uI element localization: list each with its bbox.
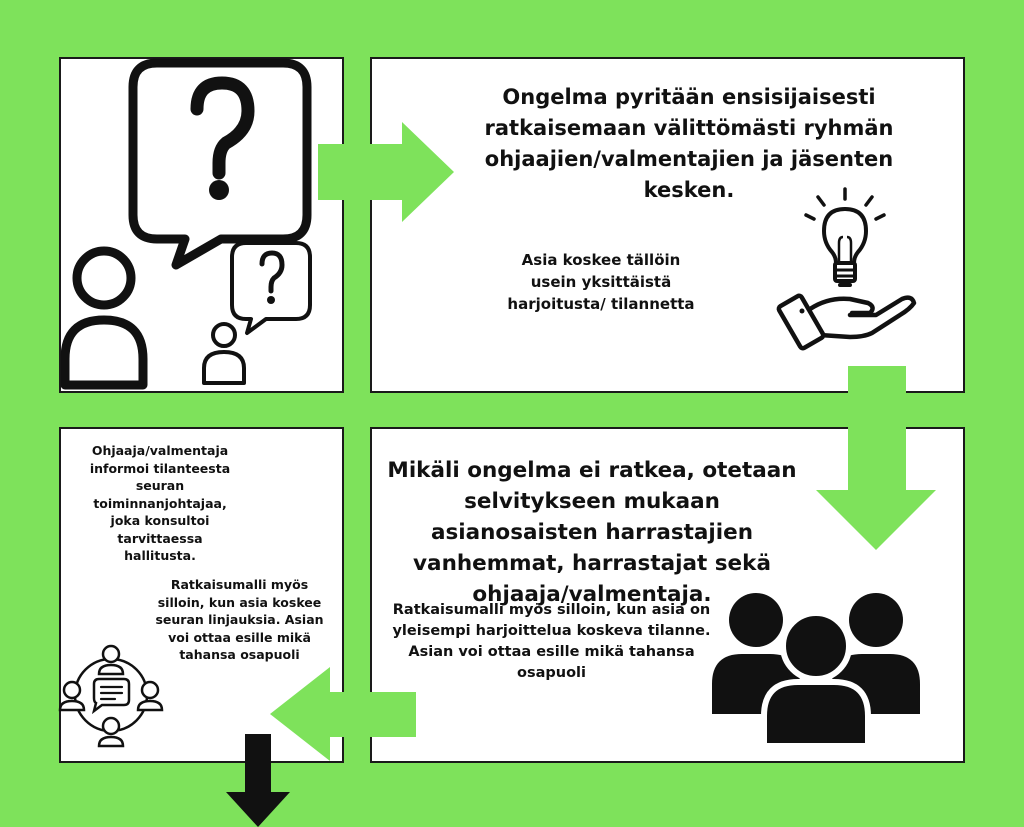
- step3-heading: Ohjaaja/valmentaja informoi tilanteesta seuran toiminnanjohtajaa, joka konsultoi tarvittaessa hallitusta.: [89, 443, 231, 563]
- step1-note: Asia koskee tällöin usein yksittäistä harjoitusta/ tilannetta: [507, 251, 695, 313]
- final-arrow-down-icon: [226, 734, 292, 827]
- question-people-icon: [61, 59, 342, 391]
- step2-note: Ratkaisumalli myös silloin, kun asia on yleisempi harjoittelua koskeva tilanne. Asian voi ottaa esille mikä tahansa osapuoli: [392, 602, 711, 681]
- lightbulb-hand-icon: [780, 185, 920, 355]
- step3-note: Ratkaisumalli myös silloin, kun asia koskee seuran linjauksia. Asian voi ottaa esille mikä tahansa osapuoli: [155, 577, 324, 662]
- discussion-circle-icon: [58, 640, 168, 750]
- step1-heading: Ongelma pyritään ensisijaisesti ratkaisemaan välittömästi ryhmän ohjaajien/valmentajien ja jäsenten kesken.: [484, 85, 894, 202]
- group-people-icon: [712, 586, 920, 746]
- arrow-down-icon: [814, 366, 938, 550]
- step2-heading: Mikäli ongelma ei ratkea, otetaan selvitykseen mukaan asianosaisten harrastajien vanhemmat, harrastajat sekä ohjaaja/valmentaja.: [387, 458, 797, 607]
